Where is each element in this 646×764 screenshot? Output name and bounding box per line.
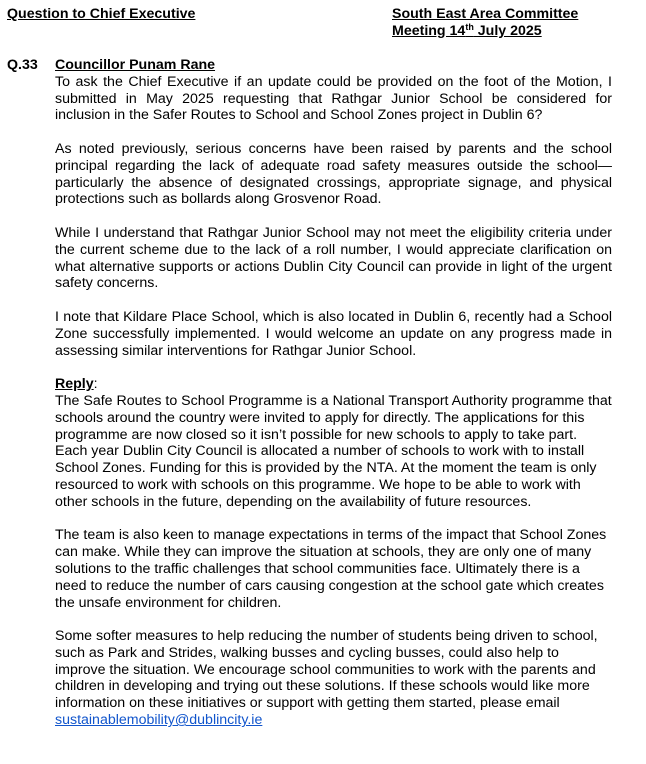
reply-paragraph: The team is also keen to manage expectations in terms of the impact that School Zones can make. While they can improve the situation at schools, they are only one of many solutions to the traffic challenges that school communities face. Ultimately there is a need to reduce the number of cars causing congestion at the school gate which creates the unsafe environment for children. bbox=[55, 527, 607, 611]
question-paragraph: To ask the Chief Executive if an update could be provided on the foot of the Motion, I submitted in May 2025 requesting that Rathgar Junior School be considered for inclusion in the Safer Routes to School and School Zones project in Dublin 6? bbox=[55, 73, 612, 124]
meeting-date bbox=[392, 23, 642, 40]
meeting-date-suffix: July 2025 bbox=[473, 22, 542, 39]
committee-name: South East Area Committee bbox=[392, 6, 579, 22]
reply-paragraph-contact bbox=[55, 628, 612, 729]
reply-paragraph-text: Some softer measures to help reducing the number of students being driven to school, such as Park and Strides, walking busses and cycling busses, could also help to improve the situation. We encourage school communities to work with the parents and children in developing and trying out these solutions. If these schools would like more information on these initiatives or support with getting them started, please email bbox=[55, 628, 598, 712]
question-content bbox=[55, 57, 612, 729]
question-paragraph: As noted previously, serious concerns have been raised by parents and the school principal regarding the lack of adequate road safety measures outside the school—particularly the absence of designated crossings, appropriate signage, and physical protections such as bollards along Grosvenor Road. bbox=[55, 140, 612, 208]
question-paragraph: While I understand that Rathgar Junior School may not meet the eligibility criteria under the current scheme due to the lack of a roll number, I would appreciate clarification on what alternative supports or actions Dublin City Council can provide in light of the urgent safety concerns. bbox=[55, 224, 612, 292]
email-link[interactable]: sustainablemobility@dublincity.ie bbox=[55, 712, 263, 729]
question-number: Q.33 bbox=[7, 57, 38, 73]
meeting-date-prefix: Meeting 14 bbox=[392, 22, 466, 39]
meeting-date-ordinal: th bbox=[465, 21, 474, 32]
question-paragraph: I note that Kildare Place School, which is also located in Dublin 6, recently had a School Zone successfully implemented. I would welcome an update on any progress made in assessing similar interventions for Rathgar Junior School. bbox=[55, 308, 612, 359]
document-type-heading: Question to Chief Executive bbox=[7, 6, 196, 22]
reply-label: Reply bbox=[55, 376, 94, 393]
meeting-info bbox=[392, 6, 642, 40]
reply-paragraph: The Safe Routes to School Programme is a National Transport Authority programme that schools around the country were invited to apply for directly. The applications for this programme are now closed so it isn’t possible for new schools to apply to take part. Each year Dublin City Council is allocated a number of schools to work with to install School Zones. Funding for this is provided by the NTA. At the moment the team is only resourced to work with schools on this programme. We hope to be able to work with other schools in the future, depending on the availability of future resources. bbox=[55, 392, 612, 510]
reply-label-colon: : bbox=[93, 376, 98, 393]
reply-heading bbox=[55, 376, 612, 393]
councillor-name: Councillor Punam Rane bbox=[55, 57, 216, 73]
